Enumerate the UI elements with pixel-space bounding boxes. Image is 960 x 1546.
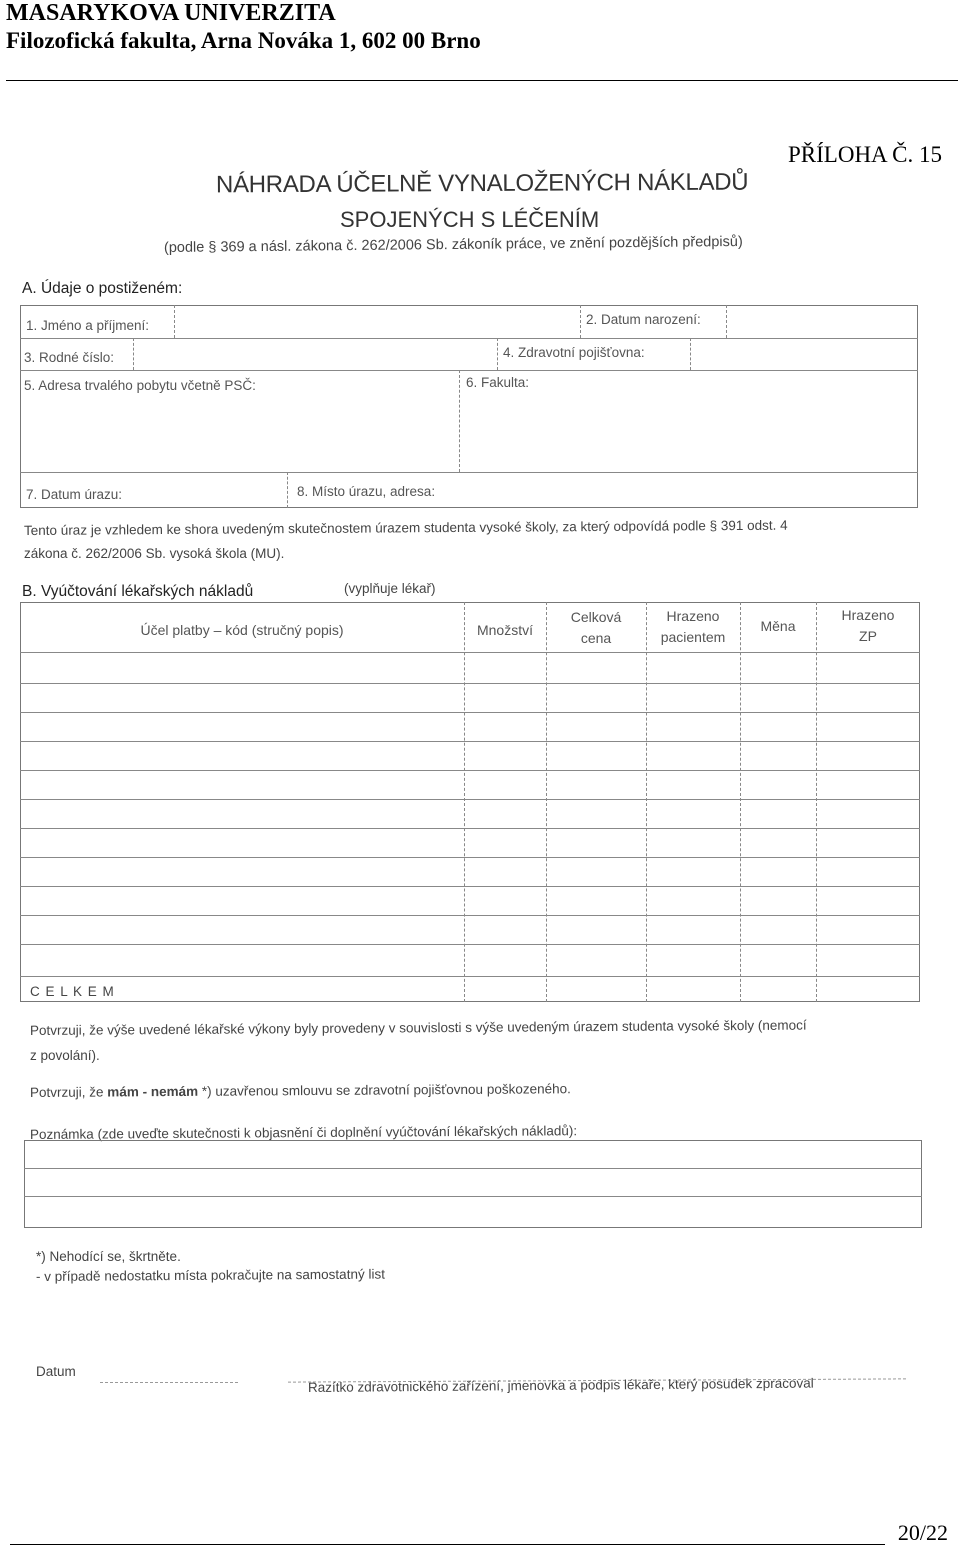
- date-label: Datum: [36, 1364, 76, 1379]
- footnote-strike: *) Nehodící se, škrtněte.: [36, 1249, 181, 1264]
- row-divider: [20, 741, 920, 742]
- injury-place-label: 8. Místo úrazu, adresa:: [297, 484, 436, 499]
- col-header-patient-2: pacientem: [660, 629, 726, 645]
- cell-divider: [690, 338, 691, 370]
- date-line: [100, 1382, 238, 1383]
- confirmation-1-line1: Potvrzuji, že výše uvedené lékařské výkony byly provedeny v souvislosti s výše uvedeným úrazem studenta vysoké školy (nemocí: [29, 1017, 807, 1038]
- note-row-divider: [24, 1168, 922, 1169]
- section-a-heading: A. Údaje o postiženém:: [22, 280, 183, 297]
- col-header-zp-2: ZP: [859, 628, 877, 644]
- attachment-label: PŘÍLOHA Č. 15: [788, 142, 942, 167]
- col-divider: [816, 602, 817, 1002]
- col-header-currency: Měna: [760, 618, 796, 634]
- confirmation-2-suffix: *) uzavřenou smlouvu se zdravotní pojišťovnou poškozeného.: [198, 1081, 571, 1099]
- row-divider: [20, 472, 918, 473]
- col-header-total-2: cena: [580, 630, 612, 646]
- note-row-divider: [24, 1196, 922, 1197]
- section-b-note: (vyplňuje lékař): [344, 581, 436, 596]
- cell-divider: [726, 305, 727, 338]
- cell-divider: [497, 338, 498, 370]
- row-divider: [20, 944, 920, 945]
- footer-divider: [10, 1544, 885, 1545]
- col-header-purpose: Účel platby – kód (stručný popis): [140, 622, 344, 638]
- row-divider: [20, 652, 920, 653]
- form-subtitle: (podle § 369 a násl. zákona č. 262/2006 Sb. zákoník práce, ve znění pozdějších předpisů): [163, 233, 743, 256]
- col-divider: [464, 602, 465, 1002]
- row-divider: [20, 886, 920, 887]
- birth-date-label: 2. Datum narození:: [586, 312, 701, 327]
- col-divider: [740, 602, 741, 1002]
- confirmation-2-choice: mám - nemám: [107, 1083, 199, 1100]
- cell-divider: [459, 370, 460, 472]
- cell-divider: [174, 305, 175, 338]
- university-name: MASARYKOVA UNIVERZITA: [6, 0, 336, 26]
- faculty-address: Filozofická fakulta, Arna Nováka 1, 602 00 Brno: [6, 28, 481, 53]
- personal-data-table: [20, 305, 918, 508]
- row-divider: [20, 770, 920, 771]
- col-divider: [646, 602, 647, 1002]
- note-table: [24, 1140, 922, 1228]
- cost-table: [20, 602, 920, 1002]
- confirmation-2-prefix: Potvrzuji, že: [29, 1084, 108, 1100]
- address-label: 5. Adresa trvalého pobytu včetně PSČ:: [24, 378, 256, 393]
- section-b-heading: B. Vyúčtování lékařských nákladů: [22, 583, 254, 600]
- stamp-label: Razítko zdravotnického zařízení, jmenovka a podpis lékaře, který posudek zpracoval: [307, 1375, 814, 1395]
- confirmation-2: [30, 1078, 571, 1103]
- statement-line2: zákona č. 262/2006 Sb. vysoká škola (MU).: [24, 546, 285, 561]
- row-divider: [20, 857, 920, 858]
- col-header-total-1: Celková: [570, 609, 622, 625]
- row-divider: [20, 976, 920, 977]
- row-divider: [20, 799, 920, 800]
- birth-number-label: 3. Rodné číslo:: [24, 350, 115, 365]
- col-header-patient-1: Hrazeno: [666, 608, 720, 624]
- form-title-line1: NÁHRADA ÚČELNĚ VYNALOŽENÝCH NÁKLADŮ: [215, 168, 749, 199]
- insurance-label: 4. Zdravotní pojišťovna:: [503, 345, 645, 360]
- total-row-label: C E L K E M: [30, 984, 115, 999]
- col-header-quantity: Množství: [476, 622, 533, 638]
- row-divider: [20, 338, 918, 339]
- name-label: 1. Jméno a příjmení:: [26, 318, 150, 333]
- confirmation-1-line2: z povolání).: [30, 1048, 100, 1063]
- statement-line1: Tento úraz je vzhledem ke shora uvedeným skutečnostem úrazem studenta vysoké školy, za který odpovídá podle § 391 odst. 4: [23, 517, 788, 538]
- header-divider: [6, 80, 958, 81]
- row-divider: [20, 683, 920, 684]
- col-header-zp-1: Hrazeno: [841, 607, 895, 623]
- page-number: 20/22: [897, 1520, 948, 1545]
- row-divider: [20, 915, 920, 916]
- cell-divider: [133, 338, 134, 370]
- row-divider: [20, 370, 918, 371]
- faculty-label: 6. Fakulta:: [466, 375, 530, 390]
- row-divider: [20, 828, 920, 829]
- footnote-continue: - v případě nedostatku místa pokračujte na samostatný list: [35, 1266, 385, 1284]
- note-label: Poznámka (zde uveďte skutečnosti k objasnění či doplnění vyúčtování lékařských nákladů):: [29, 1123, 578, 1142]
- form-title-line2: SPOJENÝCH S LÉČENÍM: [340, 207, 600, 232]
- cell-divider: [580, 305, 581, 338]
- row-divider: [20, 712, 920, 713]
- cell-divider: [287, 472, 288, 508]
- col-divider: [546, 602, 547, 1002]
- injury-date-label: 7. Datum úrazu:: [26, 487, 123, 502]
